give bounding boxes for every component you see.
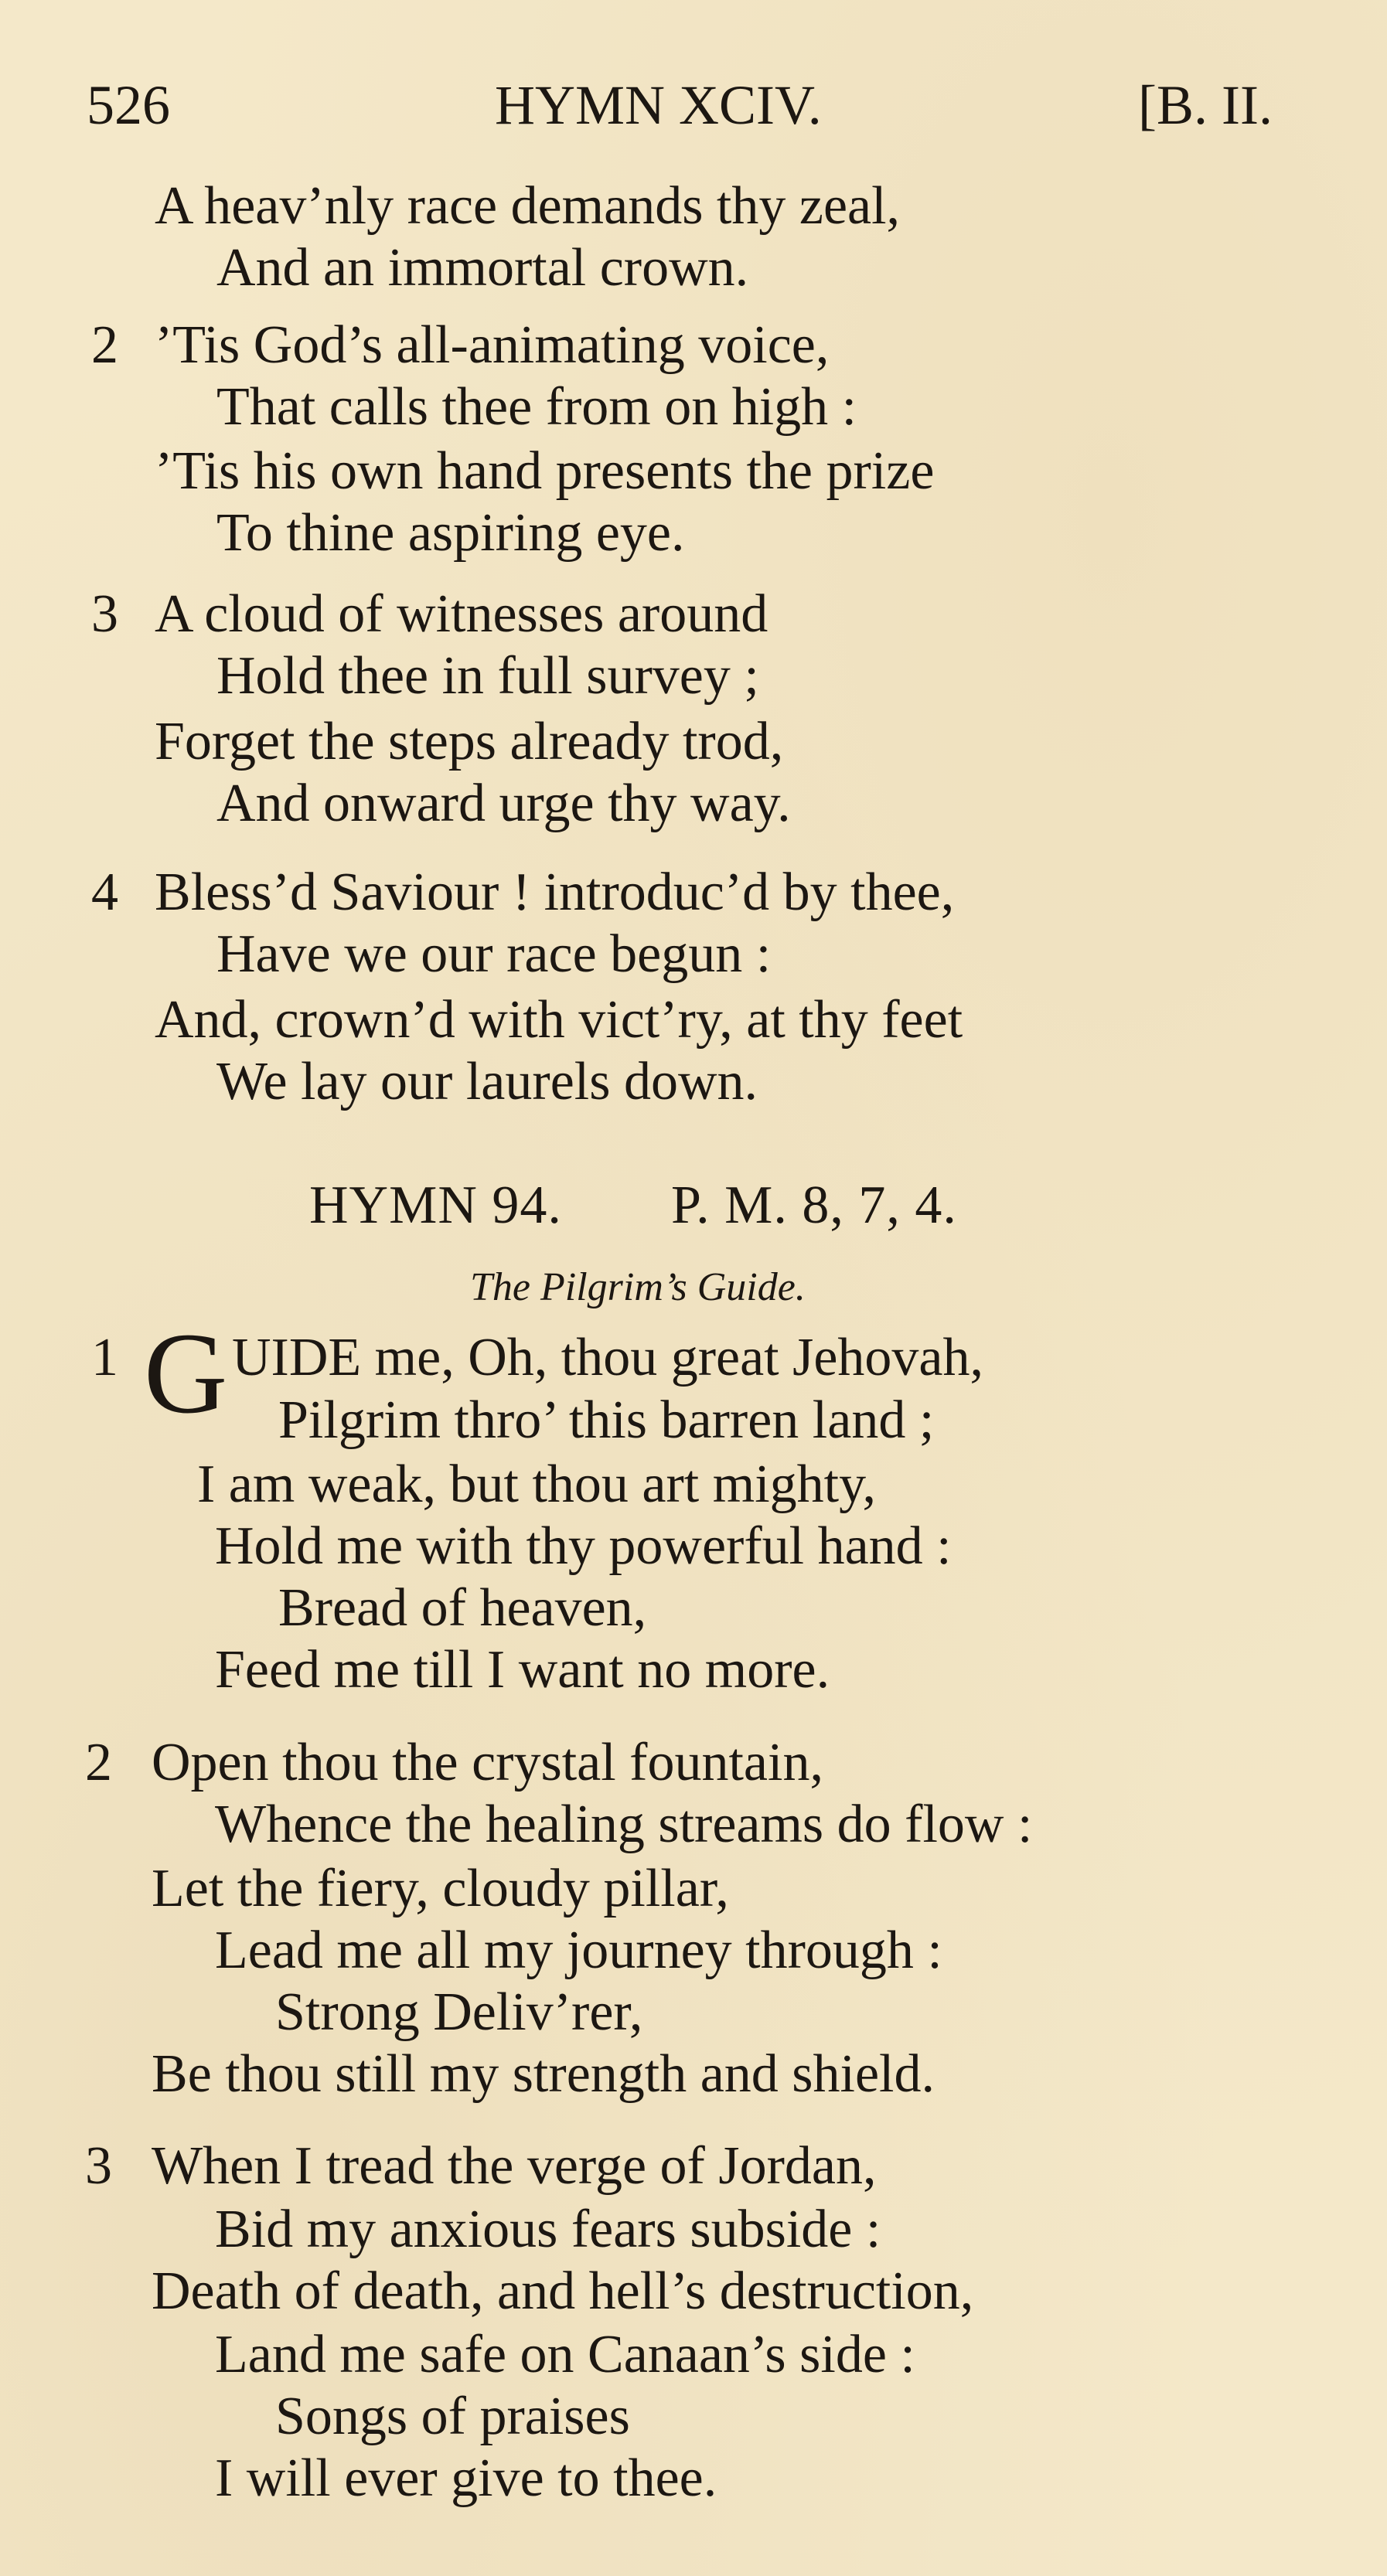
verse-line: Hold thee in full survey ; xyxy=(216,646,759,706)
verse-line: Feed me till I want no more. xyxy=(215,1640,830,1700)
verse-line: To thine aspiring eye. xyxy=(216,503,685,563)
stanza-number: 4 xyxy=(91,863,118,922)
stanza-number: 3 xyxy=(85,2136,112,2196)
verse-line: Lead me all my journey through : xyxy=(215,1921,942,1980)
verse-line: Let the fiery, cloudy pillar, xyxy=(152,1859,729,1918)
verse-line: Have we our race begun : xyxy=(216,924,772,984)
verse-line: A cloud of witnesses around xyxy=(155,584,768,644)
verse-line: Bless’d Saviour ! introduc’d by thee, xyxy=(155,863,955,922)
verse-line: That calls thee from on high : xyxy=(216,377,857,437)
verse-line: Songs of praises xyxy=(275,2387,630,2446)
stanza-number: 3 xyxy=(91,584,118,644)
verse-line: Open thou the crystal fountain, xyxy=(152,1733,823,1792)
verse-line: When I tread the verge of Jordan, xyxy=(152,2136,877,2196)
verse-line: Land me safe on Canaan’s side : xyxy=(215,2325,915,2384)
verse-line: Strong Deliv’rer, xyxy=(275,1982,643,2042)
verse-line: Death of death, and hell’s destruction, xyxy=(152,2261,974,2321)
stanza-number: 2 xyxy=(85,1733,112,1792)
verse-line: Forget the steps already trod, xyxy=(155,712,784,771)
verse-line: Whence the healing streams do flow : xyxy=(215,1795,1033,1854)
verse-line: Hold me with thy powerful hand : xyxy=(215,1516,952,1576)
verse-line: And, crown’d with vict’ry, at thy feet xyxy=(155,990,963,1050)
verse-line: UIDE me, Oh, thou great Jehovah, xyxy=(232,1328,983,1387)
verse-line: I am weak, but thou art mighty, xyxy=(197,1455,877,1514)
verse-line: A heav’nly race demands thy zeal, xyxy=(155,176,901,236)
hymn-title: HYMN 94. xyxy=(309,1176,562,1235)
book-reference: [B. II. xyxy=(1138,74,1273,136)
verse-line: ’Tis his own hand presents the prize xyxy=(155,441,935,501)
verse-line: Pilgrim thro’ this barren land ; xyxy=(278,1390,935,1450)
stanza-number: 1 xyxy=(91,1328,118,1387)
verse-line: We lay our laurels down. xyxy=(216,1052,758,1111)
verse-line: And onward urge thy way. xyxy=(216,774,791,833)
page-number: 526 xyxy=(87,74,170,136)
verse-line: Bread of heaven, xyxy=(278,1578,647,1638)
drop-cap: G xyxy=(144,1309,228,1438)
stanza-number: 2 xyxy=(91,315,118,375)
hymn-meter: P. M. 8, 7, 4. xyxy=(671,1176,957,1235)
verse-line: Be thou still my strength and shield. xyxy=(152,2044,935,2104)
hymn-subtitle: The Pilgrim’s Guide. xyxy=(470,1265,806,1309)
verse-line: Bid my anxious fears subside : xyxy=(215,2200,881,2259)
verse-line: I will ever give to thee. xyxy=(215,2448,717,2508)
verse-line: ’Tis God’s all-animating voice, xyxy=(155,315,830,375)
running-title: HYMN XCIV. xyxy=(495,74,822,136)
verse-line: And an immortal crown. xyxy=(216,238,749,298)
